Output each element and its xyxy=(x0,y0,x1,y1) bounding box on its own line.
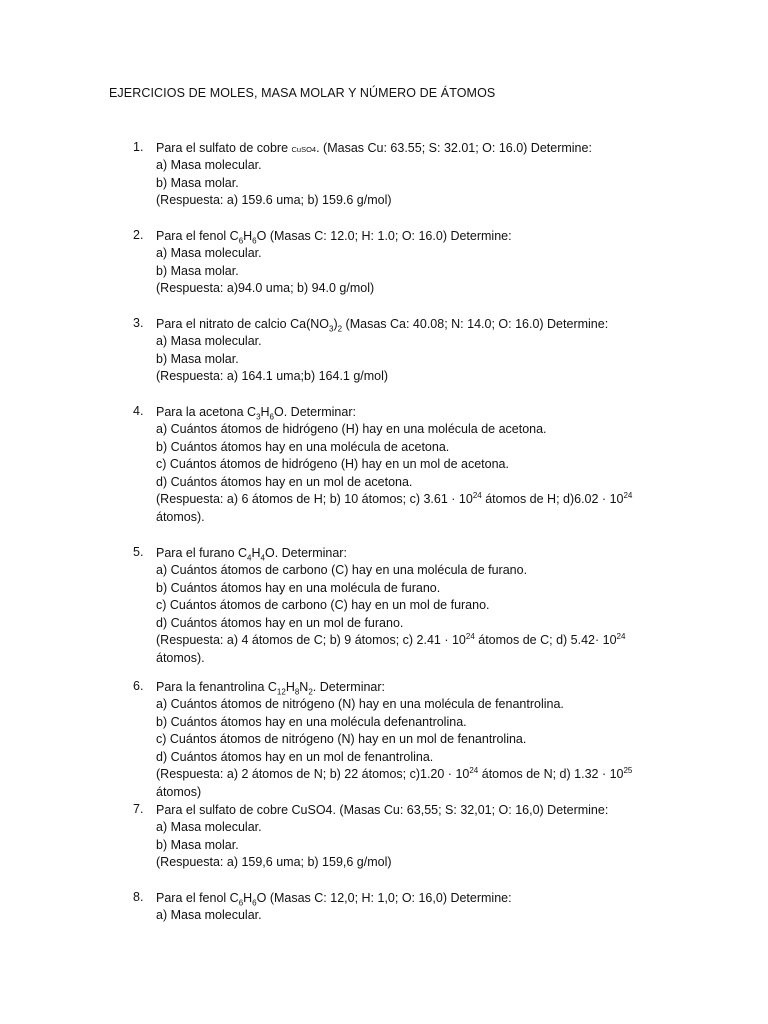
exercise-statement xyxy=(156,316,608,333)
part-d: d) Cuántos átomos hay en un mol de acetona. xyxy=(156,475,413,489)
answer: (Respuesta: a) 164.1 uma;b) 164.1 g/mol) xyxy=(156,369,389,383)
answer-continuation: átomos). xyxy=(156,651,205,665)
exponent: 24 xyxy=(616,631,626,641)
part-b: b) Masa molar. xyxy=(156,352,239,366)
answer xyxy=(156,766,632,783)
part-a: a) Masa molecular. xyxy=(156,334,262,348)
statement-text: . Determinar: xyxy=(312,680,386,694)
statement-text: (Masas Ca: 40.08; N: 14.0; O: 16.0) Determine: xyxy=(342,317,609,331)
statement-text: Para el nitrato de calcio Ca(NO xyxy=(156,317,329,331)
subscript: 6 xyxy=(238,236,244,246)
exercise-number: 7. xyxy=(133,802,144,816)
statement-text: Para el fenol C xyxy=(156,891,239,905)
exercise-statement xyxy=(156,679,385,696)
exercise-statement xyxy=(156,890,512,907)
part-d: d) Cuántos átomos hay en un mol de furano. xyxy=(156,616,404,630)
statement-text: O. Determinar: xyxy=(264,546,347,560)
subscript: 4 xyxy=(247,553,252,563)
answer-continuation: átomos) xyxy=(156,785,202,799)
part-c: c) Cuántos átomos de carbono (C) hay en un mol de furano. xyxy=(156,598,490,612)
answer-text: (Respuesta: a) 4 átomos de C; b) 9 átomos; c) 2.41 · 10 xyxy=(156,633,466,647)
statement-text: ) xyxy=(333,317,338,331)
exercise-statement xyxy=(156,404,356,421)
part-a: a) Masa molecular. xyxy=(156,908,262,922)
part-d: d) Cuántos átomos hay en un mol de fenantrolina. xyxy=(156,750,434,764)
exercise-number: 4. xyxy=(133,404,144,418)
chemical-formula: CuSO4 xyxy=(291,145,317,154)
part-b: b) Cuántos átomos hay en una molécula de acetona. xyxy=(156,440,450,454)
subscript: 3 xyxy=(256,412,261,422)
subscript: 4 xyxy=(260,553,265,563)
answer-continuation: átomos). xyxy=(156,510,205,524)
answer: (Respuesta: a) 159.6 uma; b) 159.6 g/mol) xyxy=(156,193,392,207)
exercise-number: 8. xyxy=(133,890,144,904)
statement-text: . (Masas Cu: 63.55; S: 32.01; O: 16.0) Determine: xyxy=(316,141,592,155)
exercise-statement xyxy=(156,545,347,562)
exercise-statement xyxy=(156,140,592,158)
subscript: 8 xyxy=(294,687,300,697)
exercise-number: 2. xyxy=(133,228,144,242)
answer xyxy=(156,491,632,508)
statement-text: Para el sulfato de cobre xyxy=(156,141,292,155)
answer-text: (Respuesta: a) 6 átomos de H; b) 10 átomos; c) 3.61 · 10 xyxy=(156,492,473,506)
statement-text: H xyxy=(285,680,295,694)
statement-text: H xyxy=(260,405,270,419)
exponent: 25 xyxy=(623,765,633,775)
answer-text: (Respuesta: a) 2 átomos de N; b) 22 átomos; c)1.20 · 10 xyxy=(156,767,470,781)
exponent: 24 xyxy=(465,631,475,641)
subscript: 12 xyxy=(276,687,286,697)
part-c: c) Cuántos átomos de nitrógeno (N) hay en un mol de fenantrolina. xyxy=(156,732,527,746)
statement-text: N xyxy=(299,680,309,694)
subscript: 6 xyxy=(252,236,257,246)
statement-text: Para la acetona C xyxy=(156,405,257,419)
part-a: a) Masa molecular. xyxy=(156,820,262,834)
statement-text: H xyxy=(243,891,253,905)
exponent: 24 xyxy=(472,490,482,500)
answer-text: átomos de N; d) 1.32 · 10 xyxy=(478,767,624,781)
statement-text: Para la fenantrolina C xyxy=(156,680,277,694)
subscript: 3 xyxy=(329,324,334,334)
exponent: 24 xyxy=(623,490,633,500)
exercise-number: 6. xyxy=(133,679,144,693)
answer xyxy=(156,632,625,649)
part-b: b) Cuántos átomos hay en una molécula defenantrolina. xyxy=(156,715,467,729)
subscript: 6 xyxy=(252,898,257,908)
statement-text: Para el furano C xyxy=(156,546,248,560)
answer-text: átomos de H; d)6.02 · 10 xyxy=(481,492,624,506)
answer: (Respuesta: a) 159,6 uma; b) 159,6 g/mol) xyxy=(156,855,392,869)
exercise-statement: Para el sulfato de cobre CuSO4. (Masas Cu: 63,55; S: 32,01; O: 16,0) Determine: xyxy=(156,803,609,817)
answer-text: átomos de C; d) 5.42· 10 xyxy=(474,633,617,647)
exercise-number: 5. xyxy=(133,545,144,559)
exercise-number: 3. xyxy=(133,316,144,330)
part-a: a) Cuántos átomos de carbono (C) hay en una molécula de furano. xyxy=(156,563,528,577)
statement-text: H xyxy=(251,546,261,560)
subscript: 2 xyxy=(337,324,343,334)
part-b: b) Masa molar. xyxy=(156,838,239,852)
part-a: a) Cuántos átomos de hidrógeno (H) hay en una molécula de acetona. xyxy=(156,422,547,436)
part-a: a) Masa molecular. xyxy=(156,158,262,172)
statement-text: O. Determinar: xyxy=(274,405,356,419)
exercise-number: 1. xyxy=(133,140,144,154)
exercise-statement xyxy=(156,228,512,245)
statement-text: O (Masas C: 12,0; H: 1,0; O: 16,0) Determine: xyxy=(256,891,512,905)
part-a: a) Cuántos átomos de nitrógeno (N) hay en una molécula de fenantrolina. xyxy=(156,697,564,711)
subscript: 2 xyxy=(308,687,313,697)
subscript: 6 xyxy=(238,898,244,908)
subscript: 6 xyxy=(269,412,274,422)
statement-text: H xyxy=(243,229,253,243)
answer: (Respuesta: a)94.0 uma; b) 94.0 g/mol) xyxy=(156,281,375,295)
part-b: b) Cuántos átomos hay en una molécula de furano. xyxy=(156,581,441,595)
part-c: c) Cuántos átomos de hidrógeno (H) hay en un mol de acetona. xyxy=(156,457,509,471)
statement-text: Para el fenol C xyxy=(156,229,239,243)
page-title: EJERCICIOS DE MOLES, MASA MOLAR Y NÚMERO DE ÁTOMOS xyxy=(109,86,496,100)
exponent: 24 xyxy=(469,765,479,775)
part-a: a) Masa molecular. xyxy=(156,246,262,260)
statement-text: O (Masas C: 12.0; H: 1.0; O: 16.0) Determine: xyxy=(256,229,512,243)
part-b: b) Masa molar. xyxy=(156,176,239,190)
part-b: b) Masa molar. xyxy=(156,264,239,278)
